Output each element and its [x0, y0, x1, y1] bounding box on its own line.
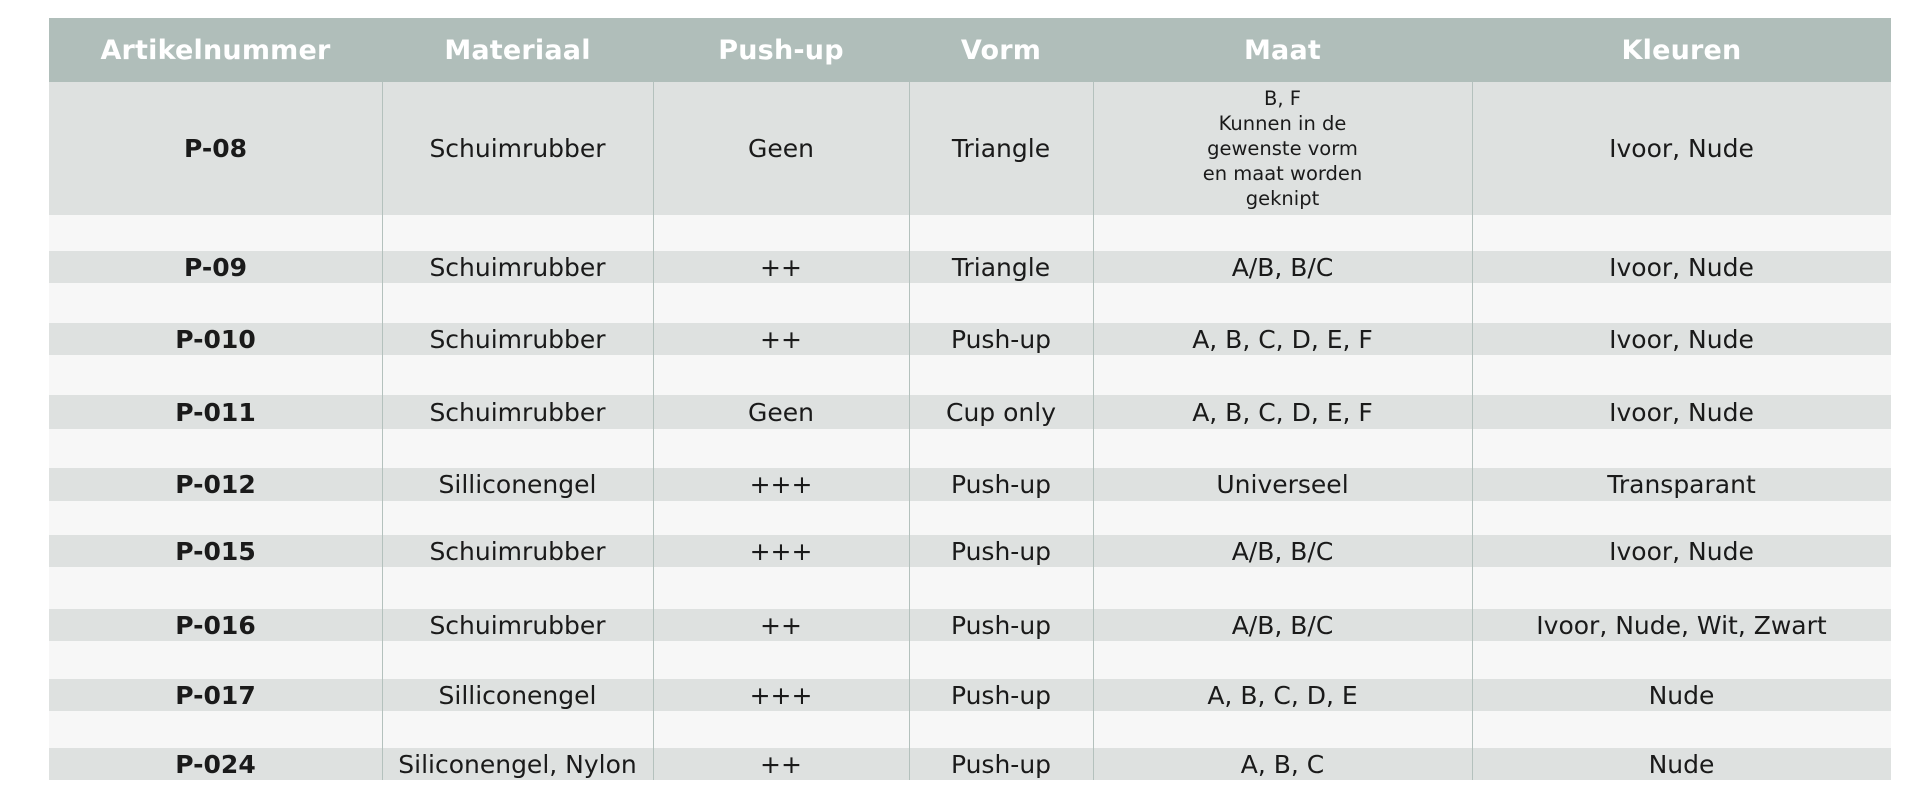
maat-line: gewenste vorm — [1207, 137, 1358, 160]
header-artikelnummer: Artikelnummer — [100, 34, 331, 66]
cell-maat: A, B, C, D, E, F — [1192, 324, 1373, 354]
cell-kleuren: Nude — [1648, 749, 1715, 779]
cell-vorm: Push-up — [950, 470, 1052, 499]
cell-materiaal: Schuimrubber — [429, 536, 606, 566]
header-materiaal: Materiaal — [444, 34, 591, 66]
cell-artikelnummer: P-012 — [175, 470, 256, 499]
header-vorm: Vorm — [960, 34, 1042, 66]
cell-materiaal: Schuimrubber — [429, 610, 606, 640]
cell-maat — [1093, 82, 1472, 215]
table-row — [49, 323, 1891, 355]
cell-push-up: ++ — [760, 610, 802, 640]
cell-vorm: Push-up — [950, 536, 1052, 566]
cell-maat: A, B, C, D, E — [1207, 680, 1358, 710]
header-kleuren: Kleuren — [1621, 34, 1742, 66]
cell-materiaal: Schuimrubber — [429, 324, 606, 354]
cell-push-up: +++ — [749, 470, 813, 499]
cell-artikelnummer: P-010 — [175, 324, 256, 354]
cell-kleuren: Ivoor, Nude — [1609, 397, 1754, 427]
cell-kleuren: Nude — [1648, 680, 1715, 710]
header-maat: Maat — [1243, 34, 1321, 66]
table-row — [49, 395, 1891, 429]
cell-maat: A/B, B/C — [1231, 252, 1334, 282]
cell-materiaal: Schuimrubber — [429, 134, 606, 163]
cell-artikelnummer: P-09 — [183, 252, 248, 282]
cell-kleuren: Ivoor, Nude, Wit, Zwart — [1536, 610, 1827, 640]
cell-push-up: +++ — [749, 536, 813, 566]
cell-push-up: Geen — [748, 397, 814, 427]
cell-kleuren: Ivoor, Nude — [1609, 324, 1754, 354]
cell-vorm: Push-up — [950, 680, 1052, 710]
cell-vorm: Push-up — [950, 324, 1052, 354]
maat-line: B, F — [1264, 87, 1301, 110]
cell-vorm: Triangle — [951, 252, 1051, 282]
product-table — [49, 18, 1891, 780]
cell-kleuren: Ivoor, Nude — [1609, 252, 1754, 282]
maat-line: Kunnen in de — [1218, 112, 1347, 135]
table-row — [49, 535, 1891, 567]
cell-materiaal: Schuimrubber — [429, 252, 606, 282]
cell-artikelnummer: P-017 — [175, 680, 256, 710]
cell-materiaal: Siliconengel, Nylon — [398, 749, 637, 779]
table-row — [49, 609, 1891, 641]
table-row — [49, 748, 1891, 780]
cell-push-up: ++ — [760, 324, 802, 354]
cell-vorm: Cup only — [946, 397, 1056, 427]
cell-maat: A/B, B/C — [1231, 610, 1334, 640]
table-header — [49, 18, 1891, 82]
cell-push-up: ++ — [760, 749, 802, 779]
cell-kleuren: Transparant — [1607, 470, 1756, 499]
cell-materiaal: Silliconengel — [438, 470, 597, 499]
table-row — [49, 251, 1891, 283]
cell-maat: A, B, C — [1240, 749, 1325, 779]
cell-materiaal: Silliconengel — [438, 680, 597, 710]
cell-artikelnummer: P-016 — [175, 610, 256, 640]
header-push-up: Push-up — [718, 34, 844, 66]
cell-push-up: ++ — [760, 252, 802, 282]
cell-maat: A/B, B/C — [1231, 536, 1334, 566]
cell-materiaal: Schuimrubber — [429, 397, 606, 427]
cell-artikelnummer: P-015 — [175, 536, 256, 566]
cell-vorm: Triangle — [951, 134, 1051, 163]
maat-line: geknipt — [1245, 187, 1320, 210]
table-row — [49, 468, 1891, 501]
cell-push-up: Geen — [748, 134, 814, 163]
cell-push-up: +++ — [749, 680, 813, 710]
cell-artikelnummer: P-011 — [175, 397, 256, 427]
cell-artikelnummer: P-024 — [175, 749, 256, 779]
table-row — [49, 679, 1891, 711]
cell-maat: A, B, C, D, E, F — [1192, 397, 1373, 427]
table-row — [49, 82, 1891, 215]
maat-line: en maat worden — [1202, 162, 1363, 185]
cell-kleuren: Ivoor, Nude — [1609, 134, 1754, 163]
cell-vorm: Push-up — [950, 749, 1052, 779]
cell-vorm: Push-up — [950, 610, 1052, 640]
cell-maat: Universeel — [1216, 470, 1349, 499]
cell-artikelnummer: P-08 — [183, 134, 248, 163]
cell-kleuren: Ivoor, Nude — [1609, 536, 1754, 566]
